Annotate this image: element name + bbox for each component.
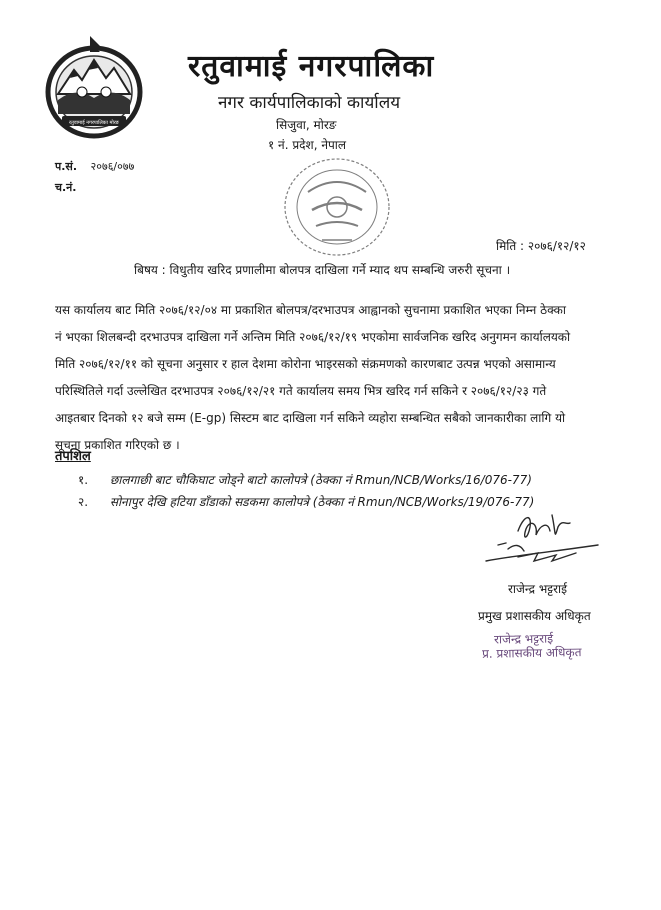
- dispatch-number-label: च.नं.: [55, 181, 77, 194]
- list-item: [78, 471, 532, 488]
- dispatch-number-line: [55, 180, 76, 195]
- office-subtitle: नगर कार्यपालिकाको कार्यालय: [218, 93, 401, 113]
- body-line: यस कार्यालय बाट मिति २०७६/१२/०४ मा प्रकाशित बोलपत्र/दरभाउपत्र आह्वानको सुचनामा प्रकाशित भएका निम्न ठेक्का: [55, 303, 566, 317]
- handwritten-signature: [478, 505, 606, 575]
- body-line: मिति २०७६/१२/११ को सूचना अनुसार र हाल देशमा कोरोना भाइरसको संक्रमणको कारणबाट उत्पन्न भएको असामान्य: [55, 357, 556, 371]
- list-item-number: २.: [78, 495, 89, 509]
- list-item-text: सोनापुर देखि हटिया डाँडाको सडकमा कालोपत्रे (ठेक्का नं Rmun/NCB/Works/19/076-77): [109, 495, 535, 509]
- body-line: परिस्थितिले गर्दा उल्लेखित दरभाउपत्र २०७६/१२/२१ गते कार्यालय समय भित्र खरिद गर्न सकिने र २०७६/१२/२३ गते: [55, 384, 547, 398]
- list-item: [78, 493, 534, 510]
- name-stamp-line-1: राजेन्द्र भट्टराई: [493, 631, 554, 647]
- body-line: सूचना प्रकाशित गरिएको छ ।: [55, 438, 180, 452]
- signatory-name: राजेन्द्र भट्टराई: [508, 582, 568, 596]
- details-heading: तपशिल: [55, 449, 91, 464]
- issue-date: मिति : २०७६/१२/१२: [496, 239, 586, 253]
- signatory-designation: प्रमुख प्रशासकीय अधिकृत: [478, 609, 591, 623]
- address-line-2: १ नं. प्रदेश, नेपाल: [268, 138, 347, 152]
- notice-body: [55, 297, 615, 459]
- list-item-text: छालगाछी बाट चौकिघाट जोड्ने बाटो कालोपत्रे (ठेक्का नं Rmun/NCB/Works/16/076-77): [109, 473, 532, 487]
- list-item-number: १.: [78, 473, 89, 487]
- name-stamp-line-2: प्र. प्रशासकीय अधिकृत: [481, 645, 582, 661]
- subject-line: बिषय : विधुतीय खरिद प्रणालीमा बोलपत्र दाखिला गर्ने म्याद थप सम्बन्धि जरुरी सूचना ।: [134, 263, 511, 277]
- body-line: आइतबार दिनको १२ बजे सम्म (E-gp) सिस्टम बाट दाखिला गर्न सकिने व्यहोरा सम्बन्धित सबैको जानकारीका लागि यो: [55, 411, 566, 425]
- municipality-title: रतुवामाई नगरपालिका: [188, 49, 435, 84]
- office-stamp: [278, 152, 396, 262]
- svg-text:रतुवामाई नगरपालिका मोरङ: रतुवामाई नगरपालिका मोरङ: [69, 120, 119, 126]
- address-line-1: सिजुवा, मोरङ: [276, 118, 337, 132]
- letter-number-value: २०७६/०७७: [90, 160, 135, 173]
- municipality-logo: [42, 30, 146, 142]
- body-line: नं भएका शिलबन्दी दरभाउपत्र दाखिला गर्ने अन्तिम मिति २०७६/१२/१९ भएकोमा सार्वजनिक खरिद अनुगमन कार्यालयको: [55, 330, 571, 344]
- letter-number-label: प.सं.: [55, 160, 78, 173]
- letter-number-line: [55, 159, 134, 174]
